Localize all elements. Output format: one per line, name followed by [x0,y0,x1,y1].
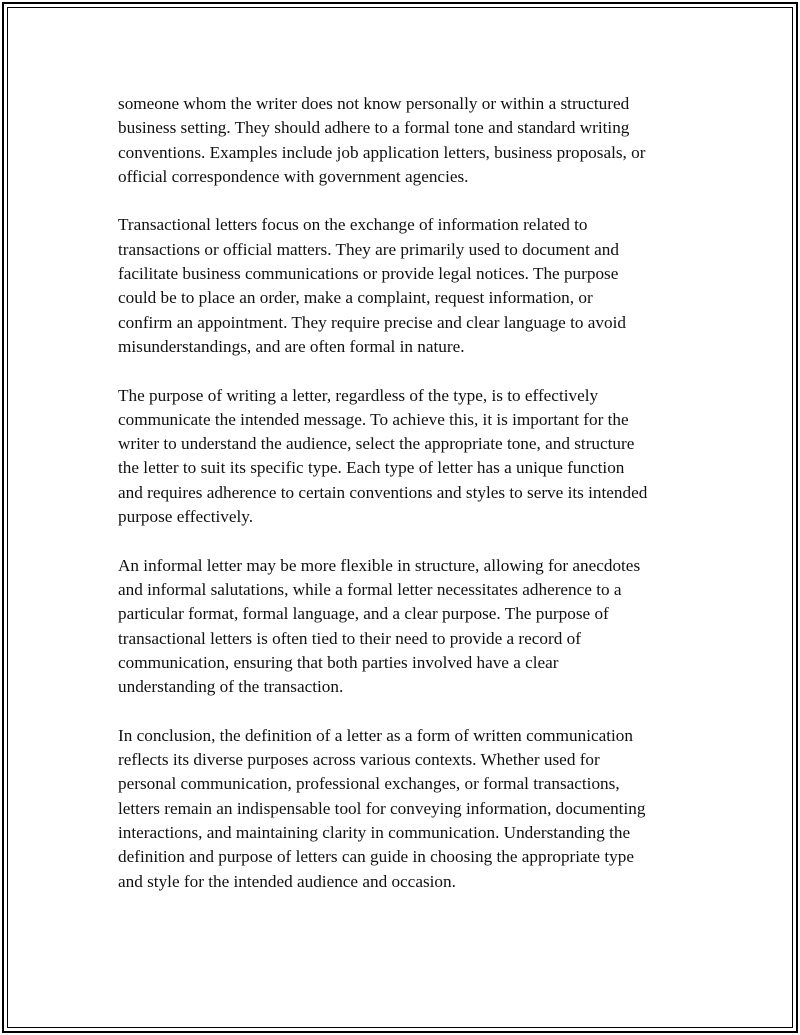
text-line: communicate the intended message. To achieve this, it is important for the [118,409,629,429]
text-line: understanding of the transaction. [118,677,344,697]
document-body [118,92,693,918]
text-line: conventions. Examples include job application letters, business proposals, or [118,142,646,162]
paragraph-4 [118,554,693,700]
text-line: letters remain an indispensable tool for conveying information, documenting [118,798,646,818]
text-line: confirm an appointment. They require precise and clear language to avoid [118,312,626,332]
paragraph-2 [118,213,693,359]
text-line: transactional letters is often tied to their need to provide a record of [118,628,581,648]
text-line: misunderstandings, and are often formal in nature. [118,336,465,356]
text-line: personal communication, professional exchanges, or formal transactions, [118,774,620,794]
text-line: facilitate business communications or provide legal notices. The purpose [118,264,619,284]
text-line: the letter to suit its specific type. Each type of letter has a unique function [118,458,625,478]
text-line: business setting. They should adhere to a formal tone and standard writing [118,118,630,138]
text-line: writer to understand the audience, select the appropriate tone, and structure [118,434,635,454]
text-line: An informal letter may be more flexible in structure, allowing for anecdotes [118,555,641,575]
text-line: and style for the intended audience and occasion. [118,871,456,891]
text-line: purpose effectively. [118,507,254,527]
paragraph-5 [118,724,693,894]
paragraph-3 [118,384,693,530]
text-line: particular format, formal language, and a clear purpose. The purpose of [118,604,609,624]
text-line: and informal salutations, while a formal letter necessitates adherence to a [118,579,622,599]
text-line: communication, ensuring that both parties involved have a clear [118,652,559,672]
text-line: transactions or official matters. They are primarily used to document and [118,239,619,259]
text-line: In conclusion, the definition of a letter as a form of written communication [118,725,633,745]
text-line: The purpose of writing a letter, regardless of the type, is to effectively [118,385,599,405]
text-line: someone whom the writer does not know personally or within a structured [118,94,630,113]
paragraph-1 [118,92,693,189]
text-line: and requires adherence to certain conventions and styles to serve its intended [118,482,648,502]
text-line: official correspondence with government agencies. [118,166,469,186]
text-line: reflects its diverse purposes across various contexts. Whether used for [118,750,600,770]
text-line: interactions, and maintaining clarity in communication. Understanding the [118,822,631,842]
text-line: could be to place an order, make a complaint, request information, or [118,288,593,308]
text-line: definition and purpose of letters can guide in choosing the appropriate type [118,847,634,867]
text-line: Transactional letters focus on the exchange of information related to [118,215,588,235]
